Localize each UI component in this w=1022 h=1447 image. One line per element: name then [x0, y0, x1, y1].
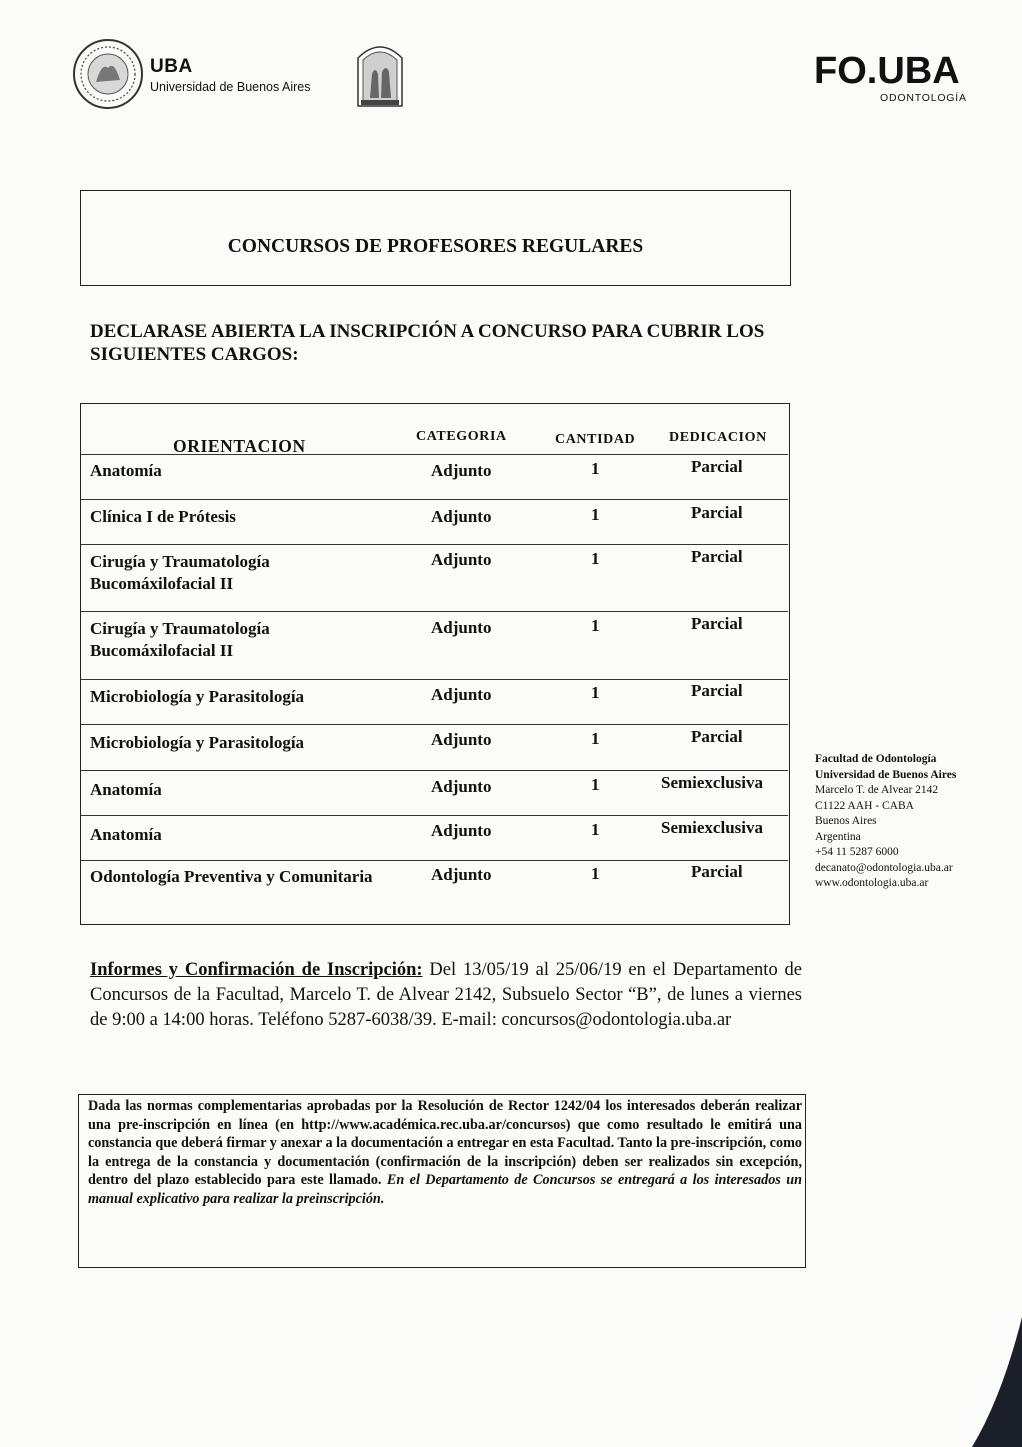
- informes-label: Informes y Confirmación de Inscripción:: [90, 960, 423, 980]
- cell-categoria: Adjunto: [431, 777, 492, 796]
- note-text: [88, 1097, 802, 1208]
- cell-orientacion: Cirugía y Traumatología Bucomáxilofacial II: [90, 552, 270, 593]
- table-row: [81, 499, 788, 545]
- table-row: [81, 815, 788, 861]
- address-line: C1122 AAH - CABA: [815, 799, 914, 812]
- cell-cantidad: 1: [591, 549, 600, 568]
- cell-dedicacion: Parcial: [691, 727, 743, 746]
- cell-cantidad: 1: [591, 729, 600, 748]
- header-orientacion: ORIENTACION: [173, 436, 306, 456]
- note-italic-text: En el Departamento de Concursos se entregará a los interesados un manual explicativo para realizar la preinscripción.: [88, 1172, 803, 1207]
- page-title: CONCURSOS DE PROFESORES REGULARES: [227, 236, 644, 257]
- informes-paragraph: [90, 958, 802, 1033]
- cell-dedicacion: Parcial: [691, 457, 743, 476]
- cell-orientacion: Cirugía y Traumatología Bucomáxilofacial II: [90, 619, 270, 660]
- cell-cantidad: 1: [591, 459, 600, 478]
- header-dedicacion: DEDICACION: [669, 430, 767, 445]
- address-line: decanato@odontologia.uba.ar: [815, 861, 953, 874]
- table-row: [81, 679, 788, 725]
- cell-dedicacion: Parcial: [691, 862, 743, 881]
- uba-seal-icon: [72, 38, 144, 110]
- cell-categoria: Adjunto: [431, 865, 492, 884]
- cell-dedicacion: Parcial: [691, 547, 743, 566]
- cell-categoria: Adjunto: [431, 618, 492, 637]
- section-heading: DECLARASE ABIERTA LA INSCRIPCIÓN A CONCURSO PARA CUBRIR LOS SIGUIENTES CARGOS:: [90, 321, 765, 365]
- cell-orientacion: Microbiología y Parasitología: [90, 687, 305, 706]
- cell-orientacion: Clínica I de Prótesis: [90, 507, 236, 526]
- table-row: [81, 544, 788, 612]
- table-row: [81, 770, 788, 816]
- uba-subtitle: Universidad de Buenos Aires: [150, 80, 311, 94]
- cell-categoria: Adjunto: [431, 550, 492, 569]
- fouba-logo: FO.UBA: [814, 50, 960, 92]
- address-line: Buenos Aires: [815, 815, 877, 827]
- address-line: Facultad de Odontología: [815, 753, 937, 765]
- cell-categoria: Adjunto: [431, 821, 492, 840]
- table-row: [81, 611, 788, 680]
- table-row: [81, 860, 788, 924]
- address-line: www.odontologia.uba.ar: [815, 877, 929, 889]
- address-line: Marcelo T. de Alvear 2142: [815, 784, 939, 796]
- cell-categoria: Adjunto: [431, 730, 492, 749]
- informes-text: Del 13/05/19 al 25/06/19 en el Departamento de Concursos de la Facultad, Marcelo T. de Alvear 2142, Subsuelo Sector “B”, de lunes a viernes de 9:00 a 14:00 horas. Teléfono 5287-6038/39. E-mail: concursos@odontologia.uba.ar: [90, 960, 802, 1030]
- cell-dedicacion: Semiexclusiva: [661, 773, 763, 792]
- address-line: +54 11 5287 6000: [815, 846, 899, 858]
- cell-categoria: Adjunto: [431, 461, 492, 480]
- cell-dedicacion: Semiexclusiva: [661, 818, 763, 837]
- table-row: [81, 724, 788, 771]
- cell-cantidad: 1: [591, 505, 600, 524]
- cell-categoria: Adjunto: [431, 685, 492, 704]
- cell-orientacion: Anatomía: [90, 461, 162, 480]
- cell-orientacion: Odontología Preventiva y Comunitaria: [90, 867, 373, 886]
- cell-orientacion: Microbiología y Parasitología: [90, 733, 305, 752]
- cell-cantidad: 1: [591, 775, 600, 794]
- cell-cantidad: 1: [591, 616, 600, 635]
- cell-orientacion: Anatomía: [90, 825, 162, 844]
- header-categoria: CATEGORIA: [416, 429, 507, 444]
- header-cantidad: CANTIDAD: [555, 432, 636, 447]
- cell-dedicacion: Parcial: [691, 681, 743, 700]
- cell-orientacion: Anatomía: [90, 780, 162, 799]
- faculty-address: [815, 752, 1015, 892]
- table-row: [81, 454, 788, 500]
- faculty-emblem-icon: [355, 40, 405, 108]
- page-corner-shadow: [972, 1317, 1022, 1447]
- cell-cantidad: 1: [591, 864, 600, 883]
- uba-name: UBA: [150, 56, 193, 77]
- address-line: Universidad de Buenos Aires: [815, 768, 957, 781]
- note-bold-text: Dada las normas complementarias aprobadas por la Resolución de Rector 1242/04 los interesados deberán realizar una pre-inscripción en línea (en http://www.académica.rec.uba.ar/concursos) que como resultado le emitirá una constancia que deberá firmar y anexar a la documentación a entregar en esta Facultad. Tanto la pre-inscripción, como la entrega de la constancia y documentación (confirmación de la inscripción) deben ser realizados sin excepción, dentro del plazo establecido para este llamado.: [88, 1098, 802, 1188]
- cell-categoria: Adjunto: [431, 507, 492, 526]
- cell-dedicacion: Parcial: [691, 503, 743, 522]
- cell-cantidad: 1: [591, 683, 600, 702]
- cell-dedicacion: Parcial: [691, 614, 743, 633]
- cargos-table: [80, 403, 790, 925]
- cell-cantidad: 1: [591, 820, 600, 839]
- fouba-subtitle: ODONTOLOGÍA: [880, 92, 967, 104]
- address-line: Argentina: [815, 830, 861, 843]
